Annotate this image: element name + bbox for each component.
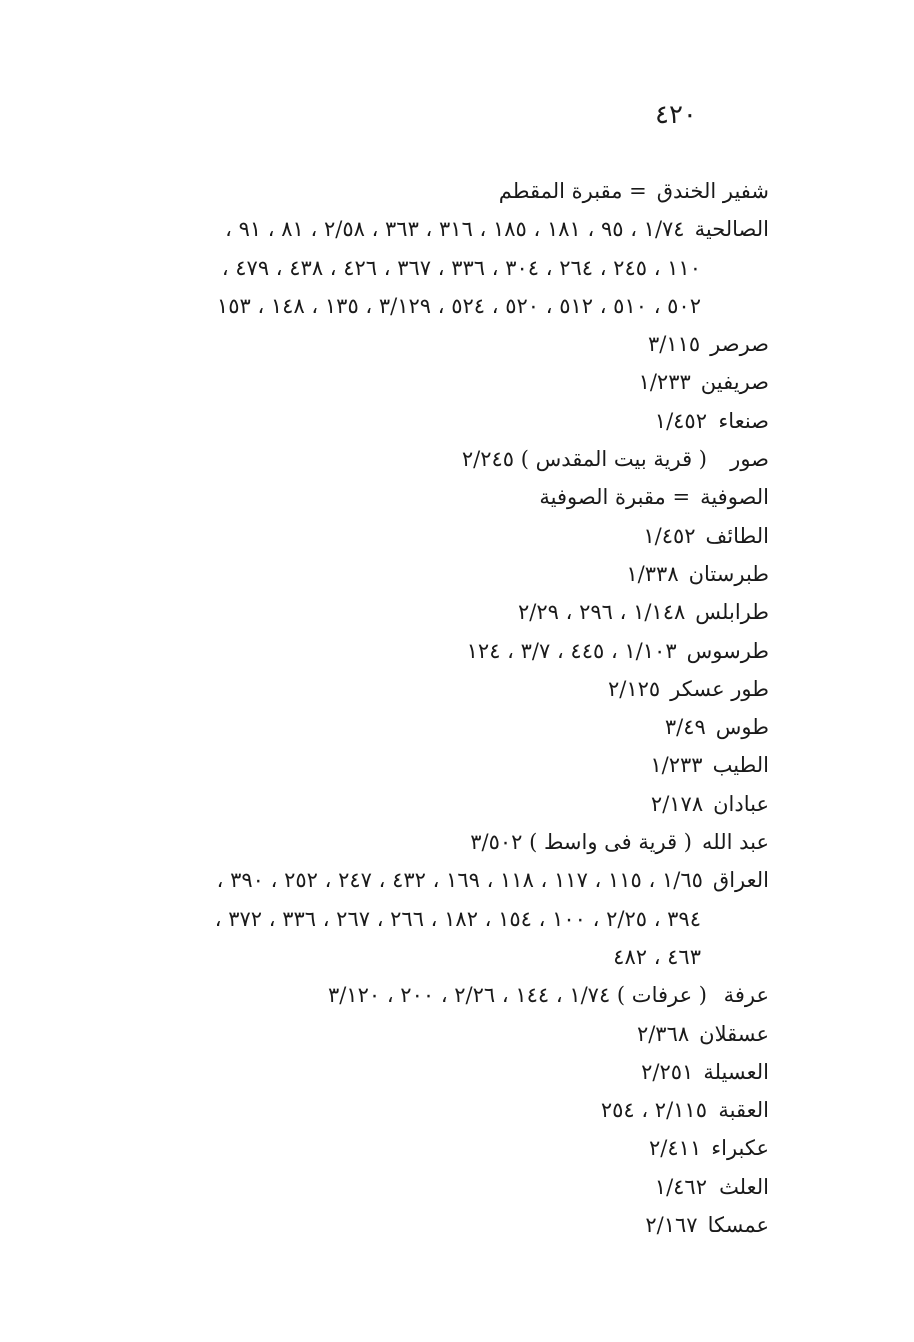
place-name: عرفة bbox=[723, 983, 769, 1008]
place-name: عمسكا bbox=[707, 1213, 769, 1238]
index-entry bbox=[89, 1206, 769, 1244]
index-entry bbox=[89, 593, 769, 631]
index-entry bbox=[89, 555, 769, 593]
index-entry-continuation bbox=[89, 900, 769, 938]
page-references: ٣/٤٩ bbox=[664, 715, 706, 740]
page-references: ١١٠ ، ٢٤٥ ، ٢٦٤ ، ٣٠٤ ، ٣٣٦ ، ٣٦٧ ، ٤٢٦ ، ٤٣٨ ، ٤٧٩ ، bbox=[221, 255, 701, 280]
index-entry bbox=[89, 440, 769, 478]
page-references: ١/٢٣٣ bbox=[650, 753, 703, 778]
index-entry bbox=[89, 1129, 769, 1167]
page-references: ٢/١١٥ ، ٢٥٤ bbox=[600, 1098, 707, 1123]
page-references: ١/٤٦٢ bbox=[654, 1174, 707, 1199]
page-references: ١/٤٥٢ bbox=[643, 523, 696, 548]
page-references: ٣٩٤ ، ٢/٢٥ ، ١٠٠ ، ١٥٤ ، ١٨٢ ، ٢٦٦ ، ٢٦٧ ، ٣٣٦ ، ٣٧٢ ، bbox=[214, 906, 701, 931]
index-entry bbox=[89, 976, 769, 1014]
index-entry bbox=[89, 210, 769, 248]
page-references: ١/٢٣٣ bbox=[638, 370, 691, 395]
page-references: ٢/١٧٨ bbox=[650, 791, 704, 816]
place-name: صنعاء bbox=[718, 408, 769, 433]
index-entry bbox=[89, 632, 769, 670]
index-entry bbox=[89, 823, 769, 861]
index-entry bbox=[89, 1015, 769, 1053]
page-references: ( قرية بيت المقدس ) ٢/٢٤٥ bbox=[461, 447, 707, 472]
place-name: عبادان bbox=[713, 791, 769, 816]
place-name: الطيب bbox=[712, 753, 769, 778]
place-index-list bbox=[89, 172, 769, 1244]
page-references: ٢/١٢٥ bbox=[607, 676, 661, 701]
place-name: صريفين bbox=[700, 370, 769, 395]
page-references: ( عرفات ) ١/٧٤ ، ١٤٤ ، ٢/٢٦ ، ٢٠٠ ، ٣/١٢٠ bbox=[327, 983, 707, 1008]
index-entry bbox=[89, 785, 769, 823]
index-entry bbox=[89, 1053, 769, 1091]
place-name: شفير الخندق bbox=[656, 179, 769, 203]
page-references: ٣/١١٥ bbox=[647, 332, 701, 357]
place-name: عسقلان bbox=[699, 1021, 769, 1046]
page-references: ١/٣٣٨ bbox=[626, 561, 679, 586]
page-references: ٢/٣٦٨ bbox=[636, 1021, 690, 1046]
place-name: عكبراء bbox=[711, 1136, 769, 1161]
place-name: العلث bbox=[719, 1174, 769, 1199]
place-name: العسيلة bbox=[703, 1059, 769, 1084]
index-entry bbox=[89, 1091, 769, 1129]
index-entry bbox=[89, 402, 769, 440]
page-references: = مقبرة المقطم bbox=[498, 179, 647, 203]
index-entry bbox=[89, 670, 769, 708]
place-name: الصوفية bbox=[700, 485, 769, 510]
index-entry bbox=[89, 363, 769, 401]
place-name: طرسوس bbox=[686, 638, 769, 663]
index-entry bbox=[89, 478, 769, 516]
index-entry bbox=[89, 517, 769, 555]
page-references: ١/٤٥٢ bbox=[654, 408, 707, 433]
index-entry bbox=[89, 1168, 769, 1206]
place-name: العقبة bbox=[718, 1098, 769, 1123]
page-references: ١/١٠٣ ، ٤٤٥ ، ٣/٧ ، ١٢٤ bbox=[466, 638, 677, 663]
index-entry bbox=[89, 746, 769, 784]
index-entry bbox=[89, 708, 769, 746]
page-references: ٢/٤١١ bbox=[649, 1136, 702, 1161]
page-references: ٢/١٦٧ bbox=[645, 1213, 698, 1238]
page-references: ١/٧٤ ، ٩٥ ، ١٨١ ، ١٨٥ ، ٣١٦ ، ٣٦٣ ، ٢/٥٨ ، ٨١ ، ٩١ ، bbox=[225, 217, 685, 242]
place-name: عبد الله bbox=[701, 830, 769, 855]
page-references: ( قرية فى واسط ) ٣/٥٠٢ bbox=[470, 830, 692, 855]
page-references: ٤٦٣ ، ٤٨٢ bbox=[613, 944, 701, 969]
index-entry-continuation bbox=[89, 249, 769, 287]
index-entry bbox=[89, 172, 769, 210]
place-name: طوس bbox=[715, 715, 769, 740]
place-name: طور عسكر bbox=[670, 676, 769, 701]
page-references: ١/١٤٨ ، ٢٩٦ ، ٢/٢٩ bbox=[518, 600, 686, 625]
page-references: ٢/٢٥١ bbox=[641, 1059, 694, 1084]
index-entry-continuation bbox=[89, 287, 769, 325]
page-number: ٤٢٠ bbox=[655, 100, 697, 130]
page-references: ٥٠٢ ، ٥١٠ ، ٥١٢ ، ٥٢٠ ، ٥٢٤ ، ٣/١٢٩ ، ١٣٥ ، ١٤٨ ، ١٥٣ bbox=[216, 293, 701, 318]
place-name: صور bbox=[730, 447, 769, 472]
place-name: صرصر bbox=[710, 332, 769, 357]
index-entry-continuation bbox=[89, 938, 769, 976]
place-name: الصالحية bbox=[694, 217, 769, 242]
page-references: = مقبرة الصوفية bbox=[539, 485, 691, 510]
index-entry bbox=[89, 861, 769, 899]
page-references: ١/٦٥ ، ١١٥ ، ١١٧ ، ١١٨ ، ١٦٩ ، ٤٣٢ ، ٢٤٧ ، ٢٥٢ ، ٣٩٠ ، bbox=[216, 868, 703, 893]
place-name: طرابلس bbox=[695, 600, 769, 625]
place-name: العراق bbox=[712, 868, 769, 893]
place-name: طبرستان bbox=[688, 561, 769, 586]
place-name: الطائف bbox=[705, 523, 769, 548]
index-entry bbox=[89, 325, 769, 363]
